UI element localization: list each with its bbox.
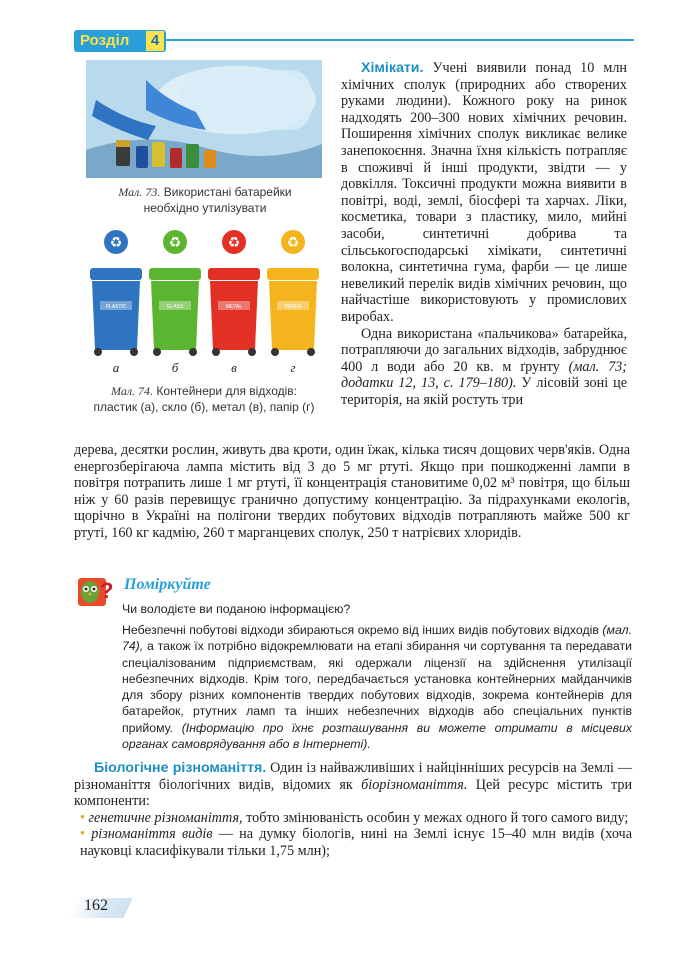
bin-letter: г xyxy=(290,360,296,375)
page-number: 162 xyxy=(84,897,108,914)
bullet-icon: • xyxy=(80,826,85,843)
figure-73-number: Мал. 73. xyxy=(118,185,161,199)
figure-74-number: Мал. 74. xyxy=(111,384,154,398)
figure-74-text-1: Контейнери для відходів: xyxy=(156,384,297,398)
chemicals-paragraph-1 xyxy=(341,60,627,326)
bullet-2-text: — на думку біологів, нині на Землі існує 15–40 млн видів (хоча науковці класифікували тільки 1,75 млн); xyxy=(80,826,632,859)
chapter-number: 4 xyxy=(146,31,164,51)
biodiversity-bullet-2 xyxy=(74,826,632,859)
figure-73-text: Використані батарейки необхідно утилізувати xyxy=(143,185,292,215)
figure-74-caption xyxy=(84,383,324,415)
biodiversity-intro xyxy=(74,760,632,810)
chemicals-section xyxy=(341,60,627,408)
chemicals-continuation: дерева, десятки рослин, живуть два кроти, один їжак, кілька тисяч дощових черв'яків. Одна енергозберігаюча лампа містить від 3 до 5 мг ртуті. Якщо при пошкодженні лампи в повітря потрапить лише 1 мг ртуті, її концентрація становитиме 0,02 м³ повітря, що більш ніж у 60 разів перевищує гранично допустиму концентрацію. За підрахунками екологів, щорічно в Україні на полігони твердих побутових відходів потрапляють майже 500 кг ртуті, 160 кг кадмію, 260 т марганцевих сполук, 250 т натрієвих хлоридів. xyxy=(74,442,630,541)
think-ref: (мал. 74), xyxy=(122,623,632,654)
figure-74-line1 xyxy=(84,383,324,399)
page-number-box xyxy=(72,896,132,918)
chapter-label: Розділ xyxy=(80,32,130,49)
bullet-2-term: різноманіття видів xyxy=(91,826,213,843)
chemicals-text-2b: У лісовій зоні це територія, на якій ростуть три xyxy=(341,375,628,408)
bin-glass xyxy=(149,230,201,375)
think-body xyxy=(122,622,632,752)
think-text-1: Небезпечні побутові відходи збираються окремо від інших видів побутових відходів xyxy=(122,623,599,637)
svg-text:♻: ♻ xyxy=(168,235,182,251)
bin-metal xyxy=(208,230,260,375)
figure-74-text-2: пластик (а), скло (б), метал (в), папір (г) xyxy=(93,400,315,414)
think-note: (Інформацію про їхнє розташування ви можете отримати в місцевих органах самоврядування або в Інтернеті). xyxy=(122,720,632,752)
biodiversity-term: Біологічне різноманіття. xyxy=(94,760,267,776)
svg-text:?: ? xyxy=(100,578,114,603)
bin-letter: б xyxy=(171,360,179,375)
think-title: Поміркуйте xyxy=(124,576,211,593)
batteries-illustration xyxy=(86,60,322,178)
biodiversity-text-end: Цей ресурс містить три компоненти: xyxy=(74,776,633,810)
chemicals-term: Хімікати. xyxy=(361,60,424,76)
bin-letter: в xyxy=(231,360,237,375)
think-text-2: а також їх потрібно відокремлювати на етапі збирання чи сортування та передавати спеціалізованим підприємствам, які одержали ліцензії на здійснення утилізації небезпечних відходів. Крім того, передбачається установка контейнерних майданчиків для збору різних компонентів твердих побутових відходів, зокрема контейнерів для батарейок, ртутних ламп та інших небезпечних відходів або спеціальних пунктів прийому. xyxy=(122,639,632,735)
figure-73-caption xyxy=(90,184,320,216)
batteries-photo xyxy=(86,60,322,178)
svg-text:♻: ♻ xyxy=(286,235,300,251)
bullet-1-term: генетичне різноманіття, xyxy=(88,809,243,826)
chemicals-paragraph-2 xyxy=(341,326,627,409)
bullet-icon: • xyxy=(80,809,85,826)
bin-label: PAPER xyxy=(284,304,302,310)
chapter-badge xyxy=(74,30,166,52)
biodiversity-italic-term: біорізноманіття. xyxy=(361,776,468,793)
chemicals-text-2: Одна використана «пальчикова» батарейка, потрапляючи до загальних відходів, забруднює 400 л води або 20 кв. м ґрунту xyxy=(341,325,627,375)
bin-label: METAL xyxy=(225,304,243,310)
think-question: Чи володієте ви поданою інформацією? xyxy=(122,602,351,616)
bin-paper xyxy=(267,230,319,375)
chemicals-ref: (мал. 73; додатки 12, 13, с. 179–180). xyxy=(341,358,627,392)
svg-text:♻: ♻ xyxy=(109,235,123,251)
bin-letter: а xyxy=(112,360,120,375)
owl-question-icon xyxy=(78,574,116,608)
recycling-bins xyxy=(86,226,322,376)
header-rule xyxy=(166,39,634,41)
bin-plastic xyxy=(90,230,142,375)
bin-label: GLASS xyxy=(166,304,184,310)
chemicals-text-1: Учені виявили понад 10 млн хімічних сполук (природних або створених руками людини). Кожного року на ринок надходять 200–300 нових хімічних речовин. Поширення хімічних сполук викликає велике занепокоєння. Значна їхня кількість потрапляє в споживчі й інші продукти, звідти — у довкілля. Токсичні продукти можна виявити в повітрі, воді, землі, біосфері та харчах. Ліки, косметика, товари з пластику, мило, мийні засоби, синтетичні добрива та сільськогосподарські хімікати, синтетичні волокна, синтетична гума, фарби — це лише невеликий перелік видів хімічних речовин, що найчастіше використовують у промислових виробах. xyxy=(341,60,627,325)
bins-illustration xyxy=(86,226,322,376)
biodiversity-text: Один із найважливіших і найцінніших ресурсів на Землі — різноманіття біологічних видів, відомих як xyxy=(74,760,633,793)
biodiversity-section xyxy=(74,760,632,860)
svg-text:♻: ♻ xyxy=(227,235,241,251)
bin-label: PLASTIC xyxy=(105,304,127,310)
biodiversity-bullet-1 xyxy=(74,810,632,827)
bullet-1-text: тобто змінюваність особин у межах одного й того самого виду; xyxy=(246,809,629,826)
